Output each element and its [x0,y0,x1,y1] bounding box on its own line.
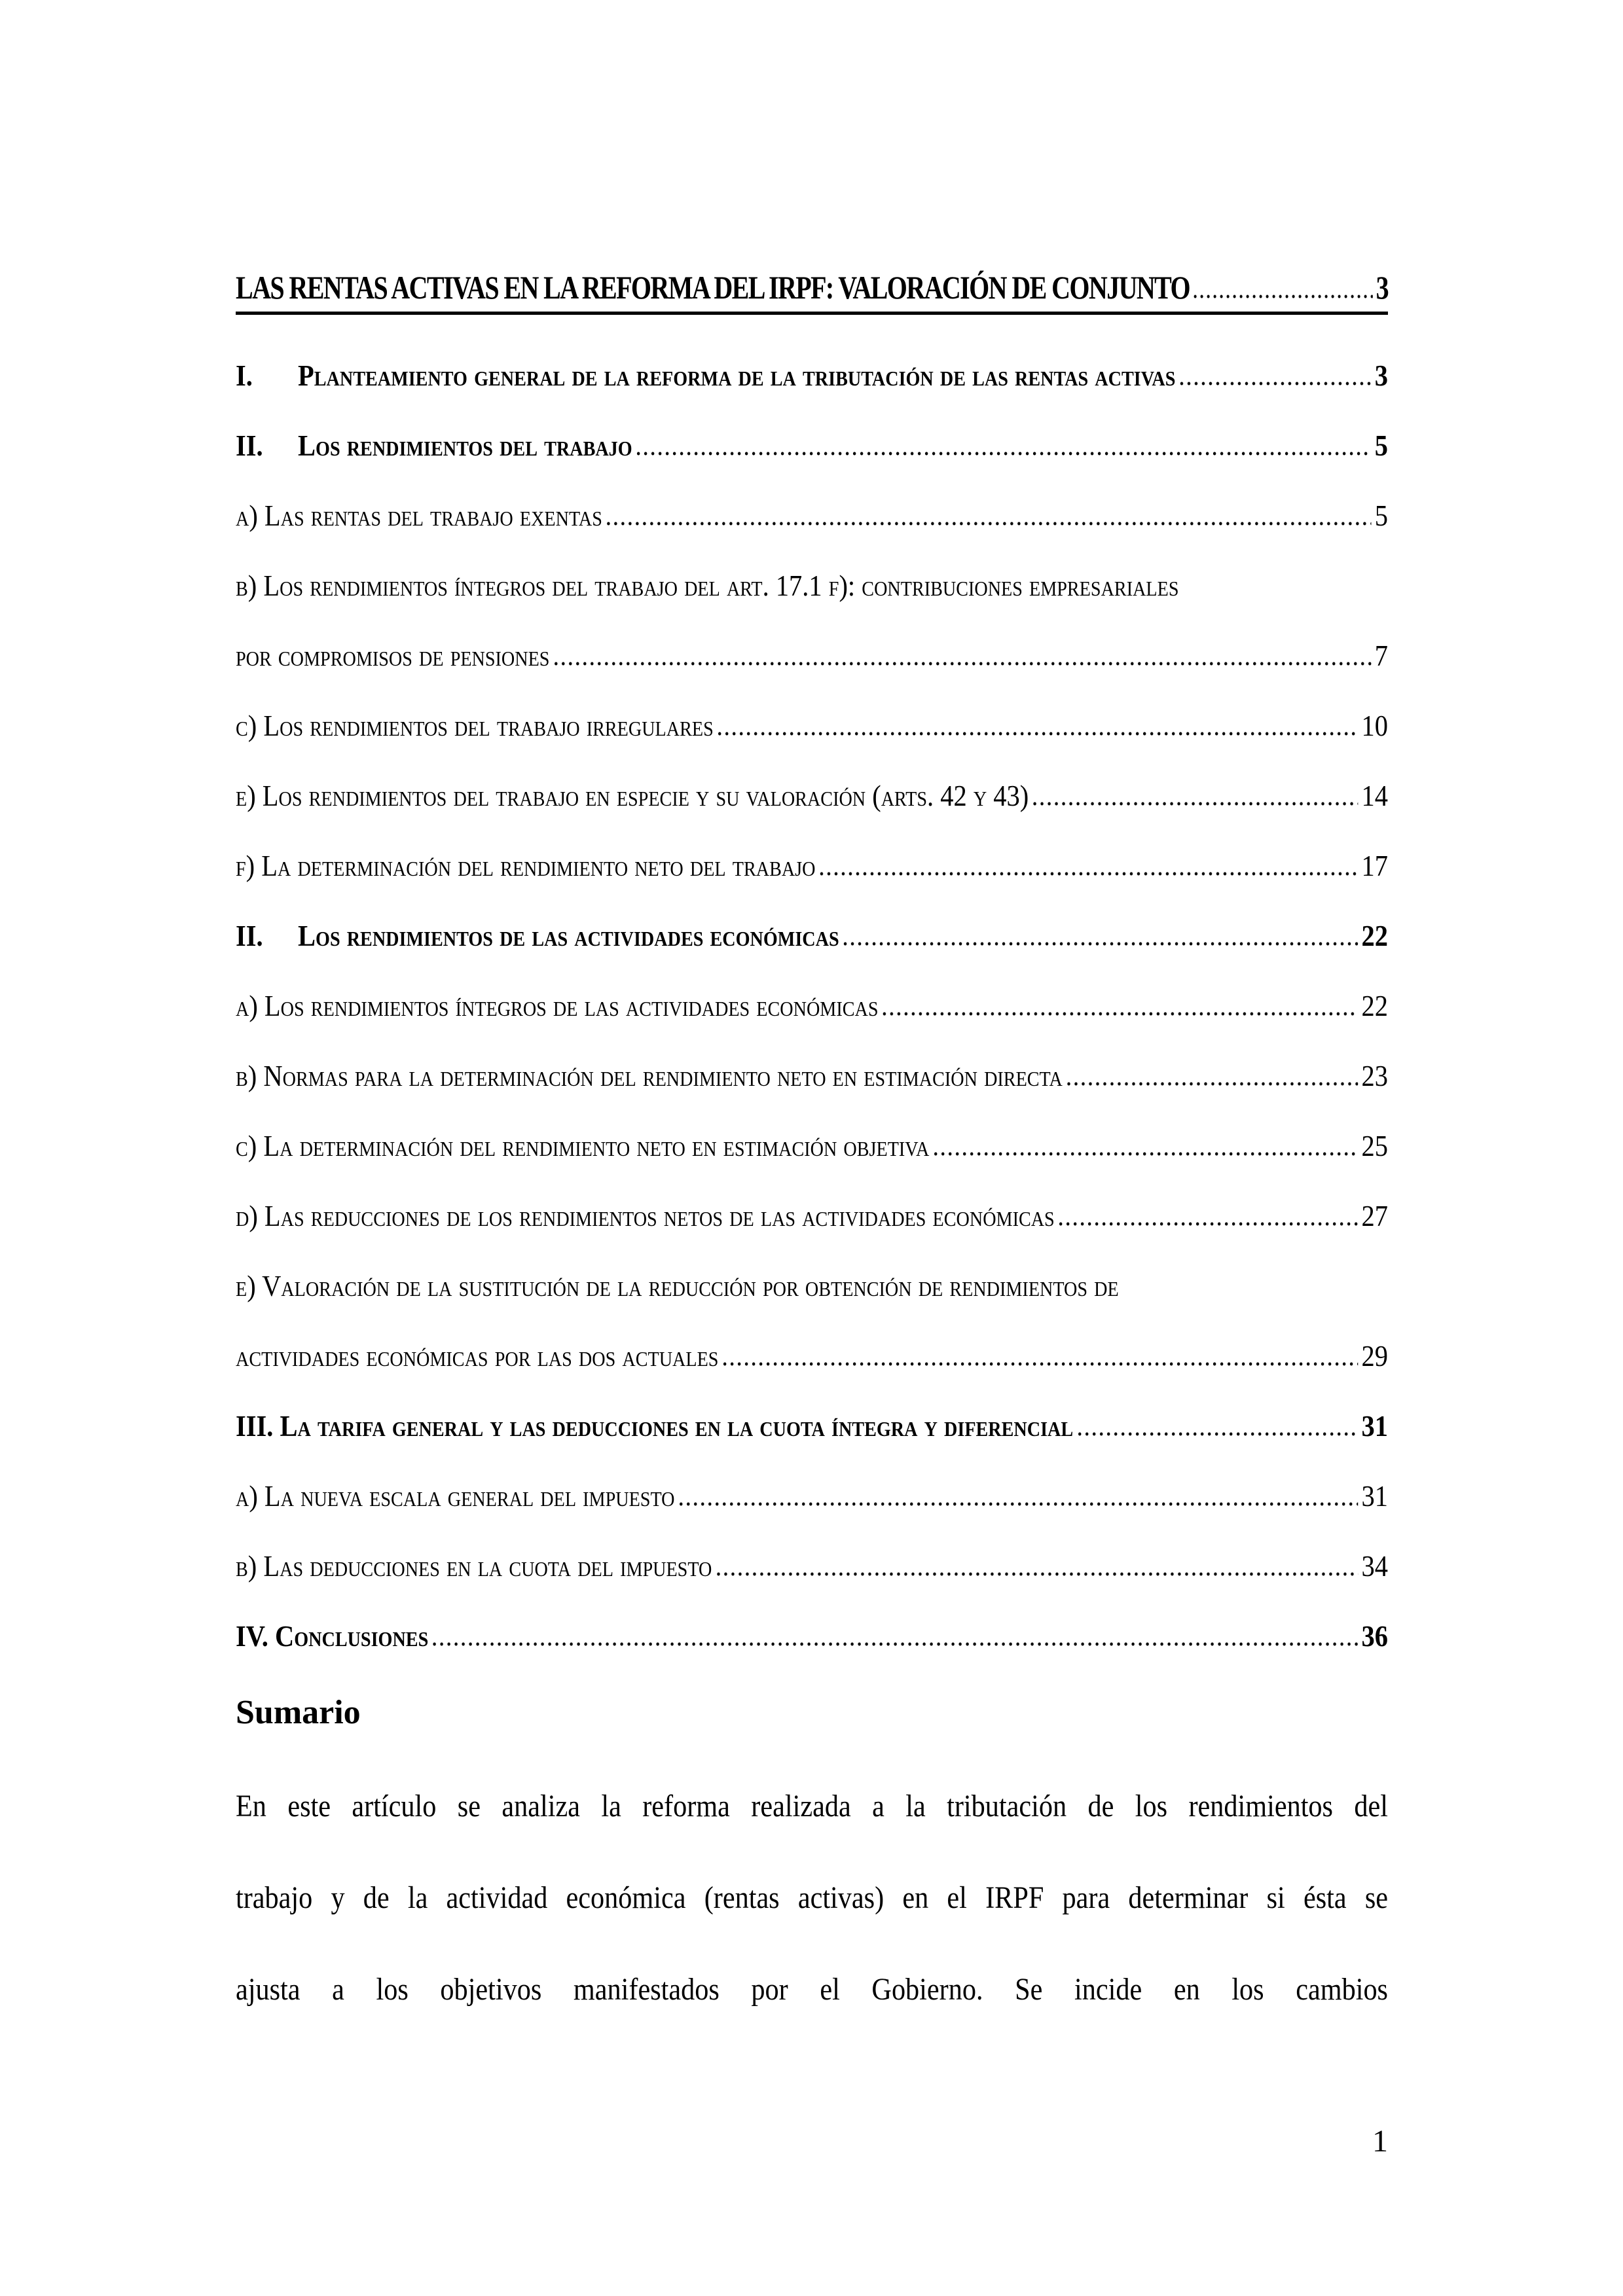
table-of-contents [236,270,1388,1652]
dot-leader [1059,1222,1358,1226]
dot-leader [718,732,1358,736]
page-number: 1 [1372,2124,1388,2159]
toc-entry-text: b) Las deducciones en la cuota del impuesto [236,1549,712,1583]
dot-leader [1078,1432,1358,1436]
toc-entry-line[interactable] [236,531,1388,601]
toc-entry-text: Planteamiento general de la reforma de la tributación de las rentas activas [298,358,1176,392]
dot-leader [723,1362,1358,1366]
dot-leader [637,452,1372,456]
dot-leader [1194,295,1372,298]
dot-leader [883,1012,1359,1016]
toc-entry-text: III. La tarifa general y las deducciones en la cuota íntegra y diferencial [236,1408,1074,1443]
toc-entry-line[interactable] [236,1232,1388,1302]
toc-entry-page: 7 [1374,638,1388,672]
summary-paragraph [236,1761,1388,2036]
dot-leader [1033,802,1358,806]
toc-entry-text: e) Los rendimientos del trabajo en especie y su valoración (arts. 42 y 43) [236,778,1029,812]
toc-entry-page: 31 [1361,1479,1388,1513]
toc-entry-line[interactable] [236,1582,1388,1652]
summary-line: En este artículo se analiza la reforma realizada a la tributación de los rendimientos del [236,1789,1388,1824]
toc-entry-page: 23 [1361,1058,1388,1092]
toc-entry-line[interactable] [236,882,1388,952]
toc-entry-line[interactable] [236,1162,1388,1232]
toc-entry-line[interactable] [236,1022,1388,1092]
dot-leader [716,1572,1358,1576]
toc-entry-text: b) Los rendimientos íntegros del trabajo del art. 17.1 f): contribuciones empresariales [236,568,1179,602]
toc-entry-text: b) Normas para la determinación del rendimiento neto en estimación directa [236,1058,1063,1092]
dot-leader [555,662,1372,666]
dot-leader [934,1152,1358,1156]
toc-entry-page: 31 [1361,1408,1388,1443]
toc-entry-line[interactable] [236,1372,1388,1442]
toc-entry-text: e) Valoración de la sustitución de la reducción por obtención de rendimientos de [236,1268,1119,1302]
toc-entry-page: 5 [1374,498,1388,532]
toc-entry-page: 29 [1361,1338,1388,1372]
toc-entry-page: 27 [1361,1198,1388,1232]
toc-entry-text: Los rendimientos del trabajo [298,428,632,462]
toc-entry-line[interactable] [236,742,1388,812]
toc-entry-page: 17 [1361,848,1388,882]
toc-entry-line[interactable] [236,461,1388,531]
toc-entry-page: 22 [1361,988,1388,1022]
summary-line: ajusta a los objetivos manifestados por el Gobierno. Se incide en los cambios [236,1972,1388,2007]
toc-title-page: 3 [1376,269,1388,306]
dot-leader [1180,382,1371,386]
dot-leader [607,522,1372,526]
toc-entry-line[interactable] [236,812,1388,882]
toc-entry-number: II. [236,918,263,952]
toc-entry-text: por compromisos de pensiones [236,638,550,672]
toc-entry-text: IV. Conclusiones [236,1619,429,1653]
page-content [236,0,1388,2036]
toc-entry-page: 14 [1361,778,1388,812]
toc-entry-text: d) Las reducciones de los rendimientos netos de las actividades económicas [236,1198,1055,1232]
dot-leader [680,1502,1359,1506]
toc-entry-text: actividades económicas por las dos actuales [236,1338,719,1372]
dot-leader [433,1642,1358,1646]
toc-entry-text: f) La determinación del rendimiento neto del trabajo [236,848,816,882]
toc-entry-page: 22 [1361,918,1388,952]
toc-title[interactable] [236,270,1388,315]
dot-leader [844,942,1359,946]
toc-entry-line[interactable] [236,1302,1388,1372]
toc-entry-text: a) Los rendimientos íntegros de las actividades económicas [236,988,879,1022]
toc-entry-page: 36 [1361,1619,1388,1653]
toc-entry-text: c) Los rendimientos del trabajo irregulares [236,708,714,742]
toc-entry-line[interactable] [236,1442,1388,1512]
toc-entry-number: I. [236,358,253,392]
toc-entry-line[interactable] [236,321,1388,391]
toc-entry-page: 5 [1374,428,1388,462]
toc-entry-page: 3 [1374,358,1388,392]
summary-line: trabajo y de la actividad económica (rentas activas) en el IRPF para determinar si ésta se [236,1880,1388,1916]
dot-leader [820,872,1359,876]
toc-entry-line[interactable] [236,672,1388,742]
toc-entry-text: c) La determinación del rendimiento neto en estimación objetiva [236,1128,930,1162]
toc-entry-page: 10 [1361,708,1388,742]
toc-entry-number: II. [236,428,263,462]
toc-entry-line[interactable] [236,1092,1388,1162]
toc-entry-page: 25 [1361,1128,1388,1162]
toc-entry-line[interactable] [236,952,1388,1022]
toc-entry-text: a) Las rentas del trabajo exentas [236,498,602,532]
toc-entry-text: Los rendimientos de las actividades económicas [298,918,839,952]
summary-heading: Sumario [236,1694,361,1731]
toc-title-text: LAS RENTAS ACTIVAS EN LA REFORMA DEL IRPF: VALORACIÓN DE CONJUNTO [236,269,1190,306]
toc-entry-line[interactable] [236,1512,1388,1582]
toc-entry-text: a) La nueva escala general del impuesto [236,1479,675,1513]
toc-entry-page: 34 [1361,1549,1388,1583]
toc-entries [236,321,1388,1652]
dot-leader [1067,1082,1358,1086]
toc-entry-line[interactable] [236,601,1388,672]
toc-entry-line[interactable] [236,391,1388,461]
